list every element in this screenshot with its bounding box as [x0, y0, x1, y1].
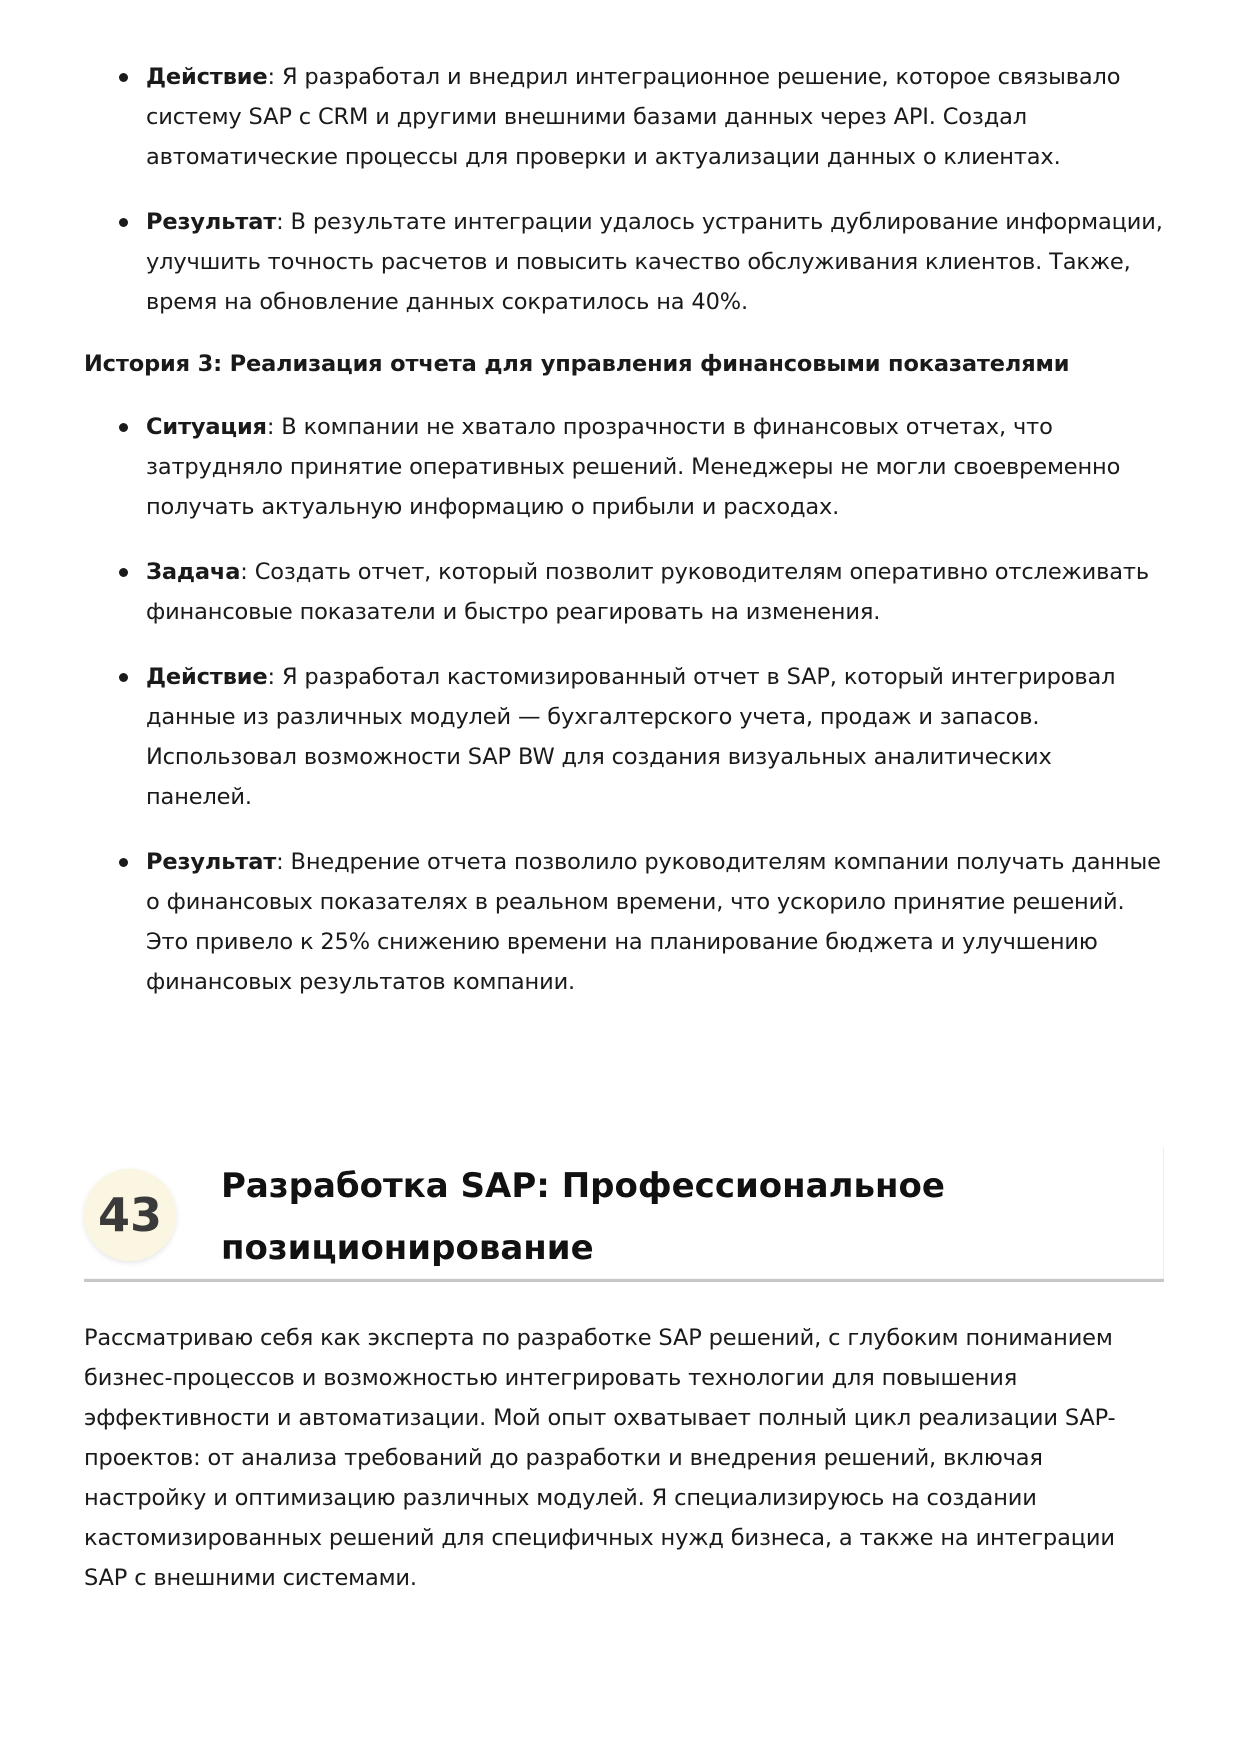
top-bullet-list — [84, 57, 1164, 322]
story-bullet-list — [84, 407, 1164, 1002]
item-label: Действие — [146, 64, 268, 90]
list-item — [84, 57, 1164, 177]
section-title: Разработка SAP: Профессиональное позиционирование — [221, 1166, 945, 1268]
document-page — [84, 0, 1164, 1027]
list-item — [84, 842, 1164, 1002]
item-label: Действие — [146, 664, 268, 690]
item-label: Результат — [146, 849, 277, 875]
item-text: : Создать отчет, который позволит руководителям оперативно отслеживать финансовые показатели и быстро реагировать на изменения. — [146, 559, 1149, 625]
item-text: : Я разработал кастомизированный отчет в SAP, который интегрировал данные из различных модулей — бухгалтерского учета, продаж и запасов. Использовал возможности SAP BW для создания визуальных аналитических панелей. — [146, 664, 1116, 810]
list-item — [84, 657, 1164, 817]
item-label: Результат — [146, 209, 277, 235]
item-text: : Я разработал и внедрил интеграционное решение, которое связывало систему SAP с CRM и другими внешними базами данных через API. Создал автоматические процессы для проверки и актуализации данных о клиентах. — [146, 64, 1121, 170]
item-label: Ситуация — [146, 414, 267, 440]
section-header — [84, 1147, 1164, 1282]
item-label: Задача — [146, 559, 241, 585]
list-item — [84, 552, 1164, 632]
item-text: : В компании не хватало прозрачности в финансовых отчетах, что затрудняло принятие оперативных решений. Менеджеры не могли своевременно получать актуальную информацию о прибыли и расходах. — [146, 414, 1121, 520]
list-item — [84, 202, 1164, 322]
story-title: История 3: Реализация отчета для управления финансовыми показателями — [84, 351, 1070, 377]
section-paragraph: Рассматриваю себя как эксперта по разработке SAP решений, с глубоким пониманием бизнес-процессов и возможностью интегрировать технологии для повышения эффективности и автоматизации. Мой опыт охватывает полный цикл реализации SAP-проектов: от анализа требований до разработки и внедрения решений, включая настройку и оптимизацию различных модулей. Я специализируюсь на создании кастомизированных решений для специфичных нужд бизнеса, а также на интеграции SAP с внешними системами. — [84, 1325, 1116, 1591]
item-text: : В результате интеграции удалось устранить дублирование информации, улучшить точность расчетов и повысить качество обслуживания клиентов. Также, время на обновление данных сократилось на 40%. — [146, 209, 1163, 315]
item-text: : Внедрение отчета позволило руководителям компании получать данные о финансовых показателях в реальном времени, что ускорило принятие решений. Это привело к 25% снижению времени на планирование бюджета и улучшению финансовых результатов компании. — [146, 849, 1161, 995]
section-number-badge: 43 — [84, 1169, 176, 1261]
list-item — [84, 407, 1164, 527]
